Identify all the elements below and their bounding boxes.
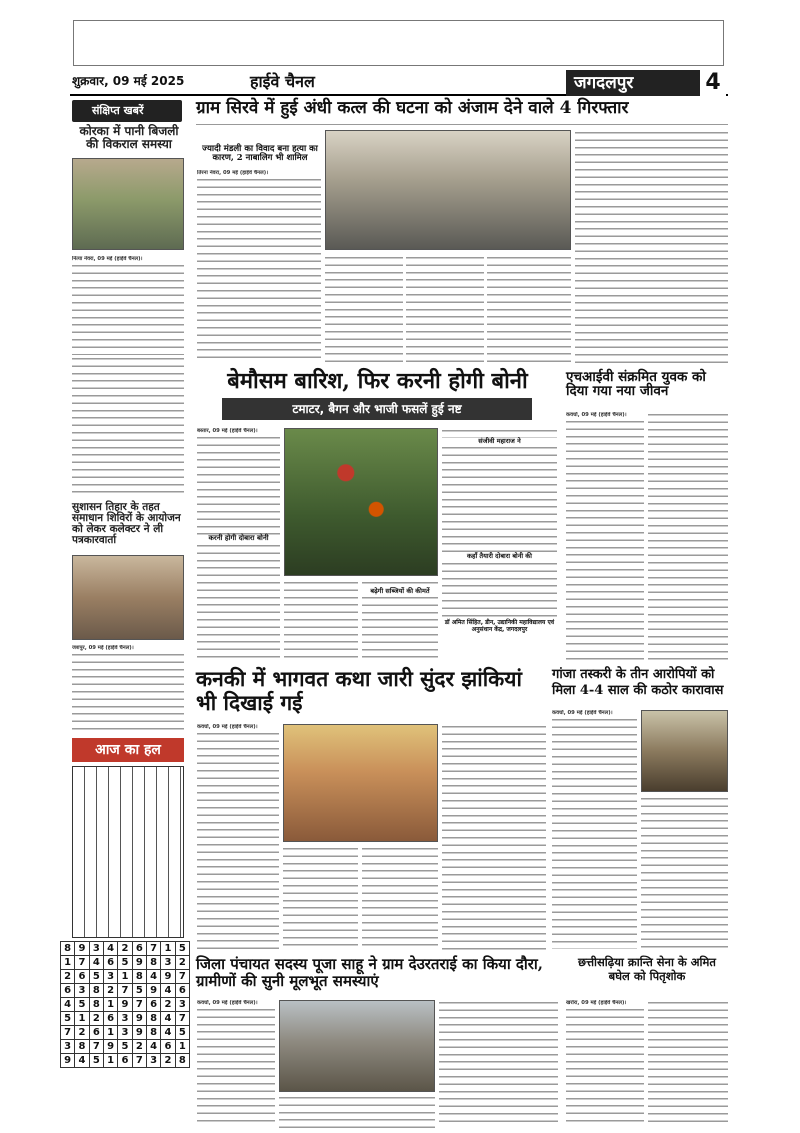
rain-subhead: टमाटर, बैगन और भाजी फसलें हुई नष्ट — [222, 398, 532, 420]
sudoku-cell: 2 — [75, 1026, 89, 1040]
sudoku-cell: 2 — [132, 1040, 146, 1054]
sudoku-cell: 9 — [132, 956, 146, 970]
sudoku-cell: 8 — [89, 984, 103, 998]
sudoku-cell: 1 — [103, 1026, 117, 1040]
puzzle-title: आज का हल — [72, 738, 184, 762]
page-number: 4 — [700, 70, 726, 96]
sudoku-cell: 5 — [118, 956, 132, 970]
sudoku-cell: 7 — [175, 970, 189, 984]
katha-photo — [283, 724, 438, 842]
sudoku-cell: 5 — [175, 1026, 189, 1040]
kranti-headline: छत्तीसढ़िया क्रान्ति सेना के अमित बघेल को पितृशोक — [578, 955, 716, 983]
sudoku-cell: 5 — [89, 970, 103, 984]
sudoku-row — [61, 1026, 190, 1040]
sudoku-cell: 3 — [61, 1040, 75, 1054]
sudoku-cell: 3 — [75, 984, 89, 998]
sudoku-cell: 5 — [75, 998, 89, 1012]
sudoku-cell: 4 — [161, 984, 175, 998]
sudoku-cell: 7 — [132, 998, 146, 1012]
pooja-photo — [279, 1000, 435, 1092]
sudoku-row — [61, 942, 190, 956]
sudoku-cell: 7 — [89, 1040, 103, 1054]
sudoku-cell: 7 — [175, 1012, 189, 1026]
sudoku-grid — [60, 941, 190, 1068]
pooja-text-col3 — [439, 1000, 558, 1128]
top-story-text-col1: तिरना नेवरा, 09 मई (हाईवे चैनल)। — [197, 170, 321, 365]
sudoku-cell: 5 — [61, 1012, 75, 1026]
rain-text-col2 — [284, 580, 358, 663]
sudoku-cell: 4 — [75, 1054, 89, 1068]
sudoku-cell: 3 — [89, 942, 103, 956]
katha-text-col3 — [362, 846, 438, 950]
sidebar-story1-text: नित्या नेवरा, 09 मई (हाईवे चैनल)। — [72, 256, 184, 356]
sudoku-cell: 2 — [161, 998, 175, 1012]
sudoku-cell: 7 — [75, 956, 89, 970]
rain-text-col3 — [362, 580, 438, 663]
kranti-text-col1: खरोरा, 09 मई (हाईवे चैनल)। — [566, 1000, 644, 1128]
sudoku-cell: 1 — [161, 942, 175, 956]
sudoku-cell: 1 — [75, 1012, 89, 1026]
sudoku-cell: 7 — [118, 984, 132, 998]
sudoku-cell: 6 — [175, 984, 189, 998]
sudoku-cell: 3 — [175, 998, 189, 1012]
sudoku-cell: 7 — [132, 1054, 146, 1068]
pooja-text-col1: कवर्धा, 09 मई (हाईवे चैनल)। — [197, 1000, 275, 1128]
sudoku-cell: 9 — [103, 1040, 117, 1054]
sudoku-row — [61, 956, 190, 970]
sudoku-cell: 6 — [61, 984, 75, 998]
sudoku-row — [61, 970, 190, 984]
sudoku-row — [61, 984, 190, 998]
sudoku-cell: 4 — [89, 956, 103, 970]
issue-date: शुक्रवार, 09 मई 2025 — [72, 74, 185, 88]
top-story-text-col2 — [325, 255, 403, 365]
sudoku-cell: 2 — [61, 970, 75, 984]
sudoku-cell: 1 — [61, 956, 75, 970]
sudoku-cell: 9 — [132, 1012, 146, 1026]
sudoku-cell: 4 — [146, 1040, 160, 1054]
katha-text-col1: कवर्धा, 09 मई (हाईवे चैनल)। — [197, 724, 279, 950]
sudoku-cell: 3 — [118, 1026, 132, 1040]
sidebar-story2-title: सुशासन तिहार के तहत समाधान शिविरों के आयोजन को लेकर कलेक्टर ने ली पत्रकारवार्ता — [72, 501, 181, 547]
sudoku-cell: 3 — [103, 970, 117, 984]
sidebar-story1-text-cont — [72, 356, 184, 496]
pooja-text-col2 — [279, 1095, 435, 1128]
sudoku-cell: 8 — [132, 970, 146, 984]
rain-crosshead-4: कहाँ तैयारी दोबारा बोनी की — [467, 552, 532, 561]
sudoku-cell: 6 — [75, 970, 89, 984]
sudoku-cell: 8 — [61, 942, 75, 956]
sudoku-cell: 9 — [146, 984, 160, 998]
sudoku-cell: 1 — [175, 1040, 189, 1054]
rain-text-col1: बस्तार, 09 मई (हाईवे चैनल)। करनी होगी दोबारा बोनी — [197, 428, 280, 663]
aids-headline: एचआईवी संक्रमित युवक को दिया गया नया जीवन — [566, 369, 706, 400]
sudoku-cell: 9 — [75, 942, 89, 956]
sudoku-cell: 8 — [146, 1012, 160, 1026]
sidebar-story1-photo — [72, 158, 184, 250]
sudoku-cell: 7 — [61, 1026, 75, 1040]
sudoku-cell: 1 — [118, 970, 132, 984]
aids-text-col2 — [648, 412, 728, 662]
sudoku-row — [61, 1040, 190, 1054]
sidebar-story1-title: कोरका में पानी बिजली की विकराल समस्या — [79, 124, 179, 151]
sudoku-cell: 5 — [132, 984, 146, 998]
sudoku-cell: 8 — [75, 1040, 89, 1054]
sudoku-cell: 9 — [61, 1054, 75, 1068]
sudoku-cell: 5 — [118, 1040, 132, 1054]
sudoku-cell: 2 — [161, 1054, 175, 1068]
sudoku-cell: 2 — [89, 1012, 103, 1026]
sidebar-story2-text: जशपुर, 09 मई (हाईवे चैनल)। — [72, 645, 184, 735]
sudoku-cell: 6 — [89, 1026, 103, 1040]
sudoku-cell: 4 — [103, 942, 117, 956]
sudoku-cell: 8 — [175, 1054, 189, 1068]
sudoku-cell: 4 — [146, 970, 160, 984]
top-story-subhead: ज्यादी मंडली का विवाद बना हत्या का कारण, 2 नाबालिग भी शामिल — [202, 144, 318, 163]
sudoku-cell: 1 — [103, 998, 117, 1012]
sudoku-cell: 4 — [161, 1012, 175, 1026]
top-story-headline: ग्राम सिरवे में हुई अंधी कत्ल की घटना को अंजाम देने वाले 4 गिरफ्तार — [196, 100, 728, 125]
sudoku-row — [61, 1054, 190, 1068]
crossword-grid — [72, 766, 184, 938]
kranti-text-col2 — [648, 1000, 728, 1128]
sidebar-header: संक्षिप्त खबरें — [72, 100, 182, 122]
rain-quote-author: डॉ अमित सिंहित, डीन, उद्यानिकी महाविद्यालय एवं अनुसंधान केंद्र, जगदलपुर — [444, 618, 555, 634]
sudoku-cell: 9 — [161, 970, 175, 984]
rain-crosshead-1: करनी होगी दोबारा बोनी — [208, 534, 269, 543]
ganja-headline: गांजा तस्करी के तीन आरोपियों को मिला 4-4 साल की कठोर कारावास — [552, 667, 724, 698]
ganja-text-col1: कवर्धा, 09 मई (हाईवे चैनल)। — [552, 710, 637, 950]
sudoku-row — [61, 1012, 190, 1026]
katha-text-col2 — [283, 846, 358, 950]
katha-headline: कनकी में भागवत कथा जारी सुंदर झांकियां भी दिखाई गई — [196, 666, 522, 716]
pooja-headline: जिला पंचायत सदस्य पूजा साहू ने ग्राम देउरतराई का किया दौरा, ग्रामीणों की सुनी मूलभूत समस्याएं — [196, 955, 544, 991]
ganja-photo — [641, 710, 728, 792]
sudoku-cell: 3 — [146, 1054, 160, 1068]
sudoku-cell: 8 — [89, 998, 103, 1012]
sudoku-cell: 3 — [118, 1012, 132, 1026]
top-story-text-col3 — [406, 255, 484, 365]
rain-headline: बेमौसम बारिश, फिर करनी होगी बोनी — [227, 368, 528, 394]
top-story-photo — [325, 130, 571, 250]
sudoku-cell: 1 — [103, 1054, 117, 1068]
paper-name: हाईवे चैनल — [250, 72, 315, 91]
sudoku-cell: 5 — [175, 942, 189, 956]
sudoku-row — [61, 998, 190, 1012]
city-label: जगदलपुर 4 — [566, 70, 726, 96]
sudoku-cell: 9 — [118, 998, 132, 1012]
aids-text-col1: कवर्धा, 09 मई (हाईवे चैनल)। — [566, 412, 644, 662]
sudoku-cell: 2 — [175, 956, 189, 970]
rain-text-col4 — [442, 428, 557, 663]
sudoku-cell: 6 — [146, 998, 160, 1012]
sudoku-cell: 9 — [132, 1026, 146, 1040]
sudoku-cell: 8 — [146, 956, 160, 970]
ganja-text-col2 — [641, 796, 728, 950]
top-story-text-col5 — [575, 130, 728, 365]
rain-crosshead-2: बढ़ेगी सब्जियों की कीमतें — [370, 587, 430, 595]
sudoku-cell: 6 — [103, 956, 117, 970]
sudoku-cell: 5 — [89, 1054, 103, 1068]
sudoku-cell: 7 — [146, 942, 160, 956]
sudoku-cell: 6 — [118, 1054, 132, 1068]
rain-crosshead-3: संजीवी महाराज ने — [478, 437, 521, 445]
sudoku-cell: 3 — [161, 956, 175, 970]
sudoku-cell: 6 — [103, 1012, 117, 1026]
sudoku-cell: 6 — [161, 1040, 175, 1054]
sudoku-cell: 6 — [132, 942, 146, 956]
rain-photo — [284, 428, 438, 576]
katha-text-col4 — [442, 724, 546, 950]
sudoku-cell: 4 — [161, 1026, 175, 1040]
sidebar-story2-photo — [72, 555, 184, 640]
top-story-text-col4 — [487, 255, 571, 365]
sudoku-cell: 2 — [103, 984, 117, 998]
top-advert-box — [73, 20, 724, 66]
sudoku-cell: 2 — [118, 942, 132, 956]
sudoku-cell: 8 — [146, 1026, 160, 1040]
sudoku-cell: 4 — [61, 998, 75, 1012]
